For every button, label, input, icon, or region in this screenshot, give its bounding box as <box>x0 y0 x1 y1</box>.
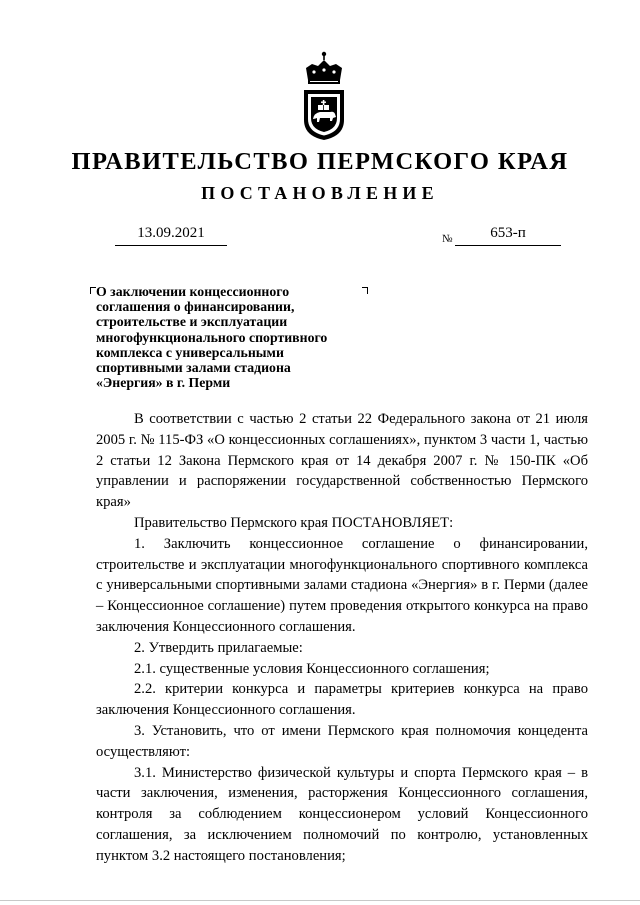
document-date: 13.09.2021 <box>115 223 227 246</box>
preamble-paragraph: В соответствии с частью 2 статьи 22 Федерального закона от 21 июля 2005 г. № 115-ФЗ «О концессионных соглашениях», пунктом 3 части 1, частью 2 статьи 12 Закона Пермского края от 14 декабря 2007 г. № 150-ПК «Об управлении и распоряжении государственной собственностью Пермского края» <box>96 411 588 511</box>
clause-3-1: 3.1. Министерство физической культуры и спорта Пермского края – в части заключения, изменения, расторжения Концессионного соглашения, контроля за соблюдением концессионером условий Концессионного соглашения, за исключением полномочий по контролю, установленных пунктом 3.2 настоящего постановления; <box>96 764 588 864</box>
document-type: ПОСТАНОВЛЕНИЕ <box>201 183 439 203</box>
subject-line: строительстве и эксплуатации <box>96 314 288 330</box>
page-edge-divider <box>0 900 640 901</box>
clause-2-2: 2.2. критерии конкурса и параметры критериев конкурса на право заключения Концессионного соглашения. <box>96 681 588 719</box>
document-body <box>96 409 588 867</box>
document-subject <box>96 284 371 390</box>
subject-line: комплекса с универсальными <box>96 344 284 360</box>
resolution-heading: Правительство Пермского края ПОСТАНОВЛЯЕТ: <box>134 514 454 531</box>
subject-line: соглашения о финансировании, <box>96 299 295 315</box>
subject-line: спортивными залами стадиона <box>96 360 291 376</box>
perm-krai-coat-of-arms-icon <box>300 50 348 142</box>
clause-1: 1. Заключить концессионное соглашение о финансировании, строительстве и эксплуатации многофункционального спортивного комплекса с универсальными спортивными залами стадиона «Энергия» в г. Перми (далее – Концессионное соглашение) путем проведения открытого конкурса на право заключения Концессионного соглашения. <box>96 535 588 635</box>
subject-line: «Энергия» в г. Перми <box>96 375 231 391</box>
subject-line: О заключении концессионного <box>96 284 290 299</box>
clause-2: 2. Утвердить прилагаемые: <box>134 639 303 656</box>
government-title: ПРАВИТЕЛЬСТВО ПЕРМСКОГО КРАЯ <box>71 148 569 175</box>
clause-3: 3. Установить, что от имени Пермского края полномочия концедента осуществляют: <box>96 722 588 760</box>
clause-2-1: 2.1. существенные условия Концессионного соглашения; <box>134 660 490 677</box>
subject-line: многофункционального спортивного <box>96 329 328 345</box>
number-sign: № <box>442 233 453 245</box>
document-number: 653-п <box>455 223 561 246</box>
